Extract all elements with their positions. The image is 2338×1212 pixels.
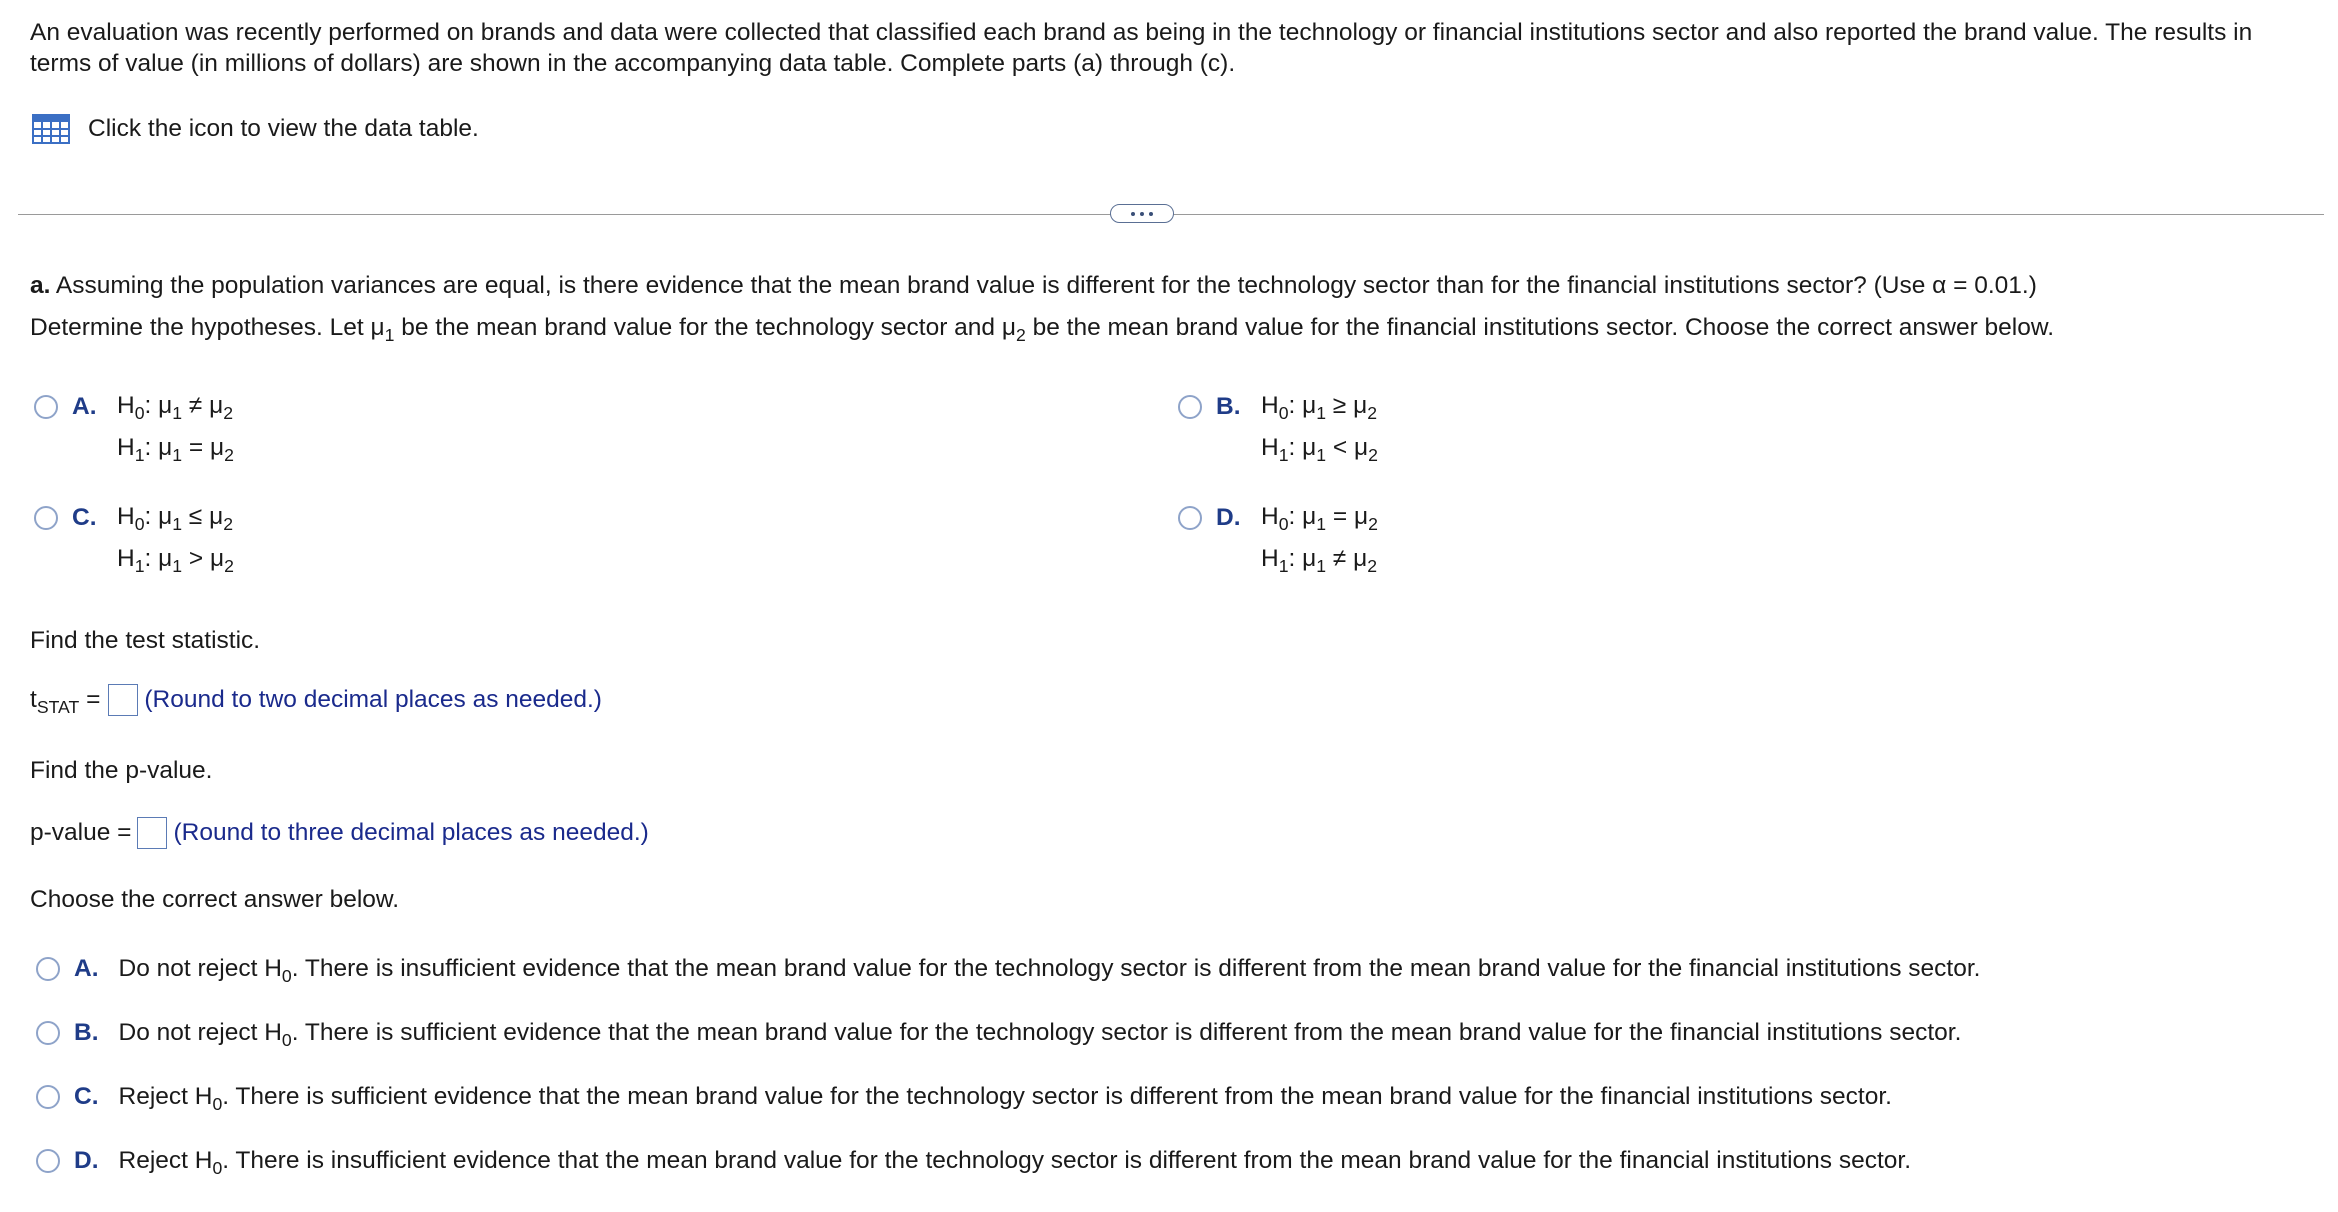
p-value-hint: (Round to three decimal places as needed.) (173, 819, 649, 846)
conclusion-option-b[interactable] (36, 1019, 1962, 1051)
option-letter: B. (74, 1019, 99, 1046)
conclusion-option-a[interactable] (36, 955, 1981, 987)
null-hypothesis: $H_0$: $\mu_1 \le \mu_2$ (117, 503, 234, 535)
option-letter: D. (74, 1147, 99, 1174)
null-hypothesis: $H_0$: $\mu_1 \ge \mu_2$ (1261, 392, 1378, 424)
alternative-hypothesis: $H_1$: $\mu_1 > \mu_2$ (117, 545, 234, 577)
radio-button[interactable] (36, 1021, 60, 1045)
option-text: Reject $H_0$. There is insufficient evidence that the mean brand value for the technology sector is different from the mean brand value for the financial institutions sector. (118, 1147, 1912, 1179)
conclusion-option-d[interactable] (36, 1147, 1912, 1179)
p-value-label: p-value = (30, 819, 132, 846)
data-table-icon[interactable] (32, 114, 70, 144)
hypothesis-pair (1261, 496, 1378, 580)
part-a-question (30, 272, 2037, 300)
data-table-link[interactable] (32, 114, 479, 144)
part-a-label: a. (30, 272, 51, 299)
expand-ellipsis-button[interactable] (1110, 204, 1174, 223)
dot-icon (1140, 212, 1144, 216)
option-text: Do not reject $H_0$. There is sufficient evidence that the mean brand value for the technology sector is different from the mean brand value for the financial institutions sector. (118, 1019, 1962, 1051)
part-a-question-text: Assuming the population variances are equal, is there evidence that the mean brand value is different for the technology sector than for the financial institutions sector? (Use α = 0.01.) (55, 272, 2037, 299)
radio-button[interactable] (34, 506, 58, 530)
t-stat-input[interactable] (108, 684, 138, 716)
option-letter: C. (74, 1083, 99, 1110)
test-statistic-prompt: Find the test statistic. (30, 627, 261, 654)
alternative-hypothesis: $H_1$: $\mu_1 \ne \mu_2$ (1261, 545, 1378, 577)
conclusion-option-c[interactable] (36, 1083, 1892, 1115)
option-text: Reject $H_0$. There is sufficient evidence that the mean brand value for the technology sector is different from the mean brand value for the financial institutions sector. (118, 1083, 1892, 1115)
radio-button[interactable] (36, 957, 60, 981)
hypothesis-pair (117, 385, 234, 469)
t-stat-label: $t_{STAT}$ = (30, 686, 101, 718)
alternative-hypothesis: $H_1$: $\mu_1 < \mu_2$ (1261, 434, 1378, 466)
option-letter: D. (1216, 504, 1241, 531)
radio-button[interactable] (1178, 395, 1202, 419)
p-value-prompt: Find the p-value. (30, 757, 213, 784)
radio-button[interactable] (36, 1085, 60, 1109)
radio-button[interactable] (36, 1149, 60, 1173)
radio-button[interactable] (1178, 506, 1202, 530)
t-stat-hint: (Round to two decimal places as needed.) (144, 686, 602, 713)
null-hypothesis: $H_0$: $\mu_1 \ne \mu_2$ (117, 392, 234, 424)
dot-icon (1131, 212, 1135, 216)
hypothesis-pair (1261, 385, 1378, 469)
hypothesis-option-b[interactable] (1178, 393, 1378, 469)
test-statistic-row (30, 684, 602, 716)
radio-button[interactable] (34, 395, 58, 419)
option-letter: A. (72, 393, 97, 420)
p-value-row (30, 817, 649, 849)
hypothesis-option-c[interactable] (34, 504, 234, 580)
alternative-hypothesis: $H_1$: $\mu_1 = \mu_2$ (117, 434, 234, 466)
p-value-input[interactable] (137, 817, 167, 849)
option-letter: A. (74, 955, 99, 982)
option-letter: B. (1216, 393, 1241, 420)
conclusion-prompt: Choose the correct answer below. (30, 886, 400, 913)
hypotheses-prompt: Determine the hypotheses. Let $\mu_1$ be the mean brand value for the technology sector and $\mu_2$ be the mean brand value for the financial institutions sector. Choose the correct answer below. (30, 314, 2055, 346)
problem-intro: An evaluation was recently performed on brands and data were collected that classified each brand as being in the technology or financial institutions sector and also reported the brand value. The results in terms of value (in millions of dollars) are shown in the accompanying data table. Complete parts (a) through (c). (30, 19, 2253, 77)
option-letter: C. (72, 504, 97, 531)
hypothesis-option-d[interactable] (1178, 504, 1378, 580)
hypothesis-pair (117, 496, 234, 580)
hypothesis-option-a[interactable] (34, 393, 234, 469)
dot-icon (1149, 212, 1153, 216)
data-table-link-text[interactable]: Click the icon to view the data table. (88, 115, 479, 142)
null-hypothesis: $H_0$: $\mu_1 = \mu_2$ (1261, 503, 1378, 535)
option-text: Do not reject $H_0$. There is insufficient evidence that the mean brand value for the technology sector is different from the mean brand value for the financial institutions sector. (118, 955, 1981, 987)
